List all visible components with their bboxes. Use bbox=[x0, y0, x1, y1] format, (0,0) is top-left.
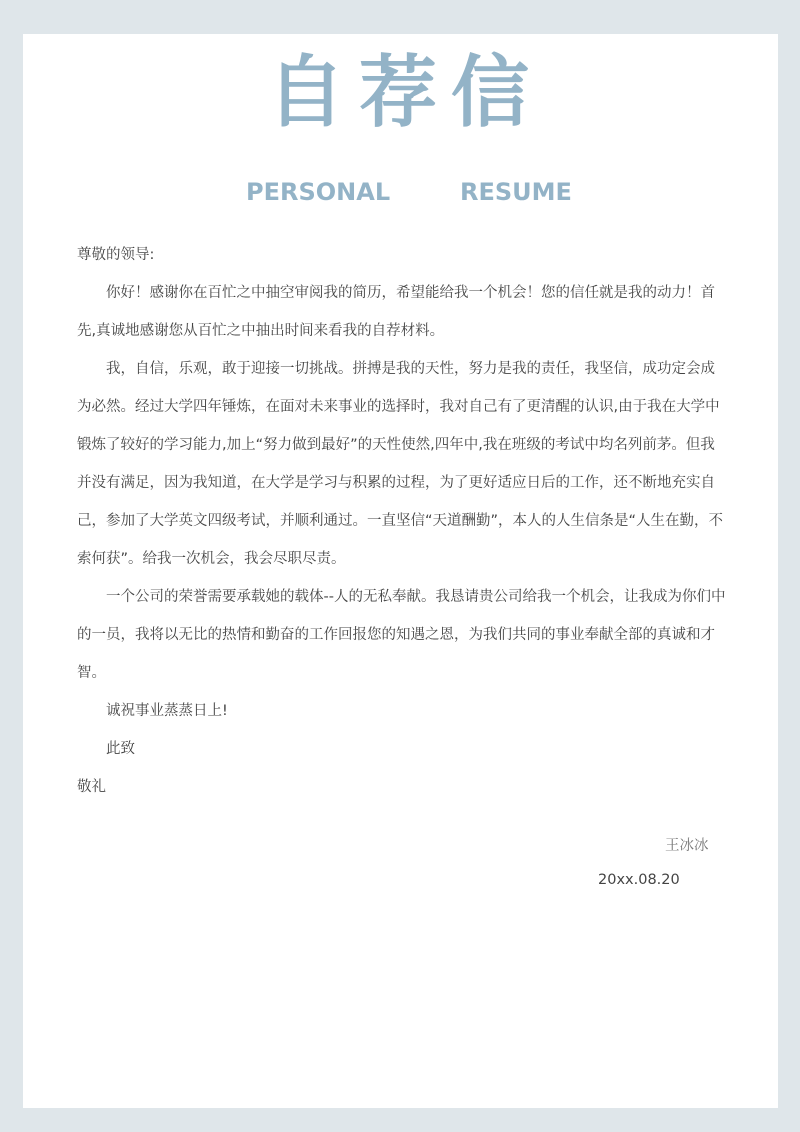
letter-body bbox=[77, 236, 729, 806]
date: 20xx.08.20 bbox=[598, 872, 680, 888]
page-title: 自荐信 bbox=[266, 48, 543, 138]
paragraph-2: 我，自信，乐观，敢于迎接一切挑战。拼搏是我的天性，努力是我的责任，我坚信，成功定会成为必然。经过大学四年锤炼，在面对未来事业的选择时，我对自己有了更清醒的认识,由于我在大学中锻炼了较好的学习能力,加上“努力做到最好”的天性使然,四年中,我在班级的考试中均名列前茅。但我并没有满足，因为我知道，在大学是学习与积累的过程，为了更好适应日后的工作，还不断地充实自己，参加了大学英文四级考试，并顺利通过。一直坚信“天道酬勤”，本人的人生信条是“人生在勤，不索何获”。给我一次机会，我会尽职尽责。 bbox=[77, 361, 724, 567]
subtitle-resume: RESUME bbox=[460, 178, 572, 206]
resume-page bbox=[23, 34, 778, 1108]
wish-line: 诚祝事业蒸蒸日上! bbox=[106, 703, 228, 719]
closing-line-1: 此致 bbox=[106, 741, 135, 757]
signature: 王冰冰 bbox=[665, 838, 709, 854]
paragraph-3: 一个公司的荣誉需要承载她的载体--人的无私奉献。我恳请贵公司给我一个机会，让我成为你们中的一员，我将以无比的热情和勤奋的工作回报您的知遇之恩，为我们共同的事业奉献全部的真诚和才智。 bbox=[77, 589, 726, 681]
salutation: 尊敬的领导: bbox=[77, 247, 155, 263]
paragraph-1: 你好！感谢你在百忙之中抽空审阅我的简历，希望能给我一个机会！您的信任就是我的动力！首先,真诚地感谢您从百忙之中抽出时间来看我的自荐材料。 bbox=[77, 285, 715, 339]
closing-line-2: 敬礼 bbox=[77, 779, 106, 795]
subtitle-personal: PERSONAL bbox=[246, 178, 391, 206]
